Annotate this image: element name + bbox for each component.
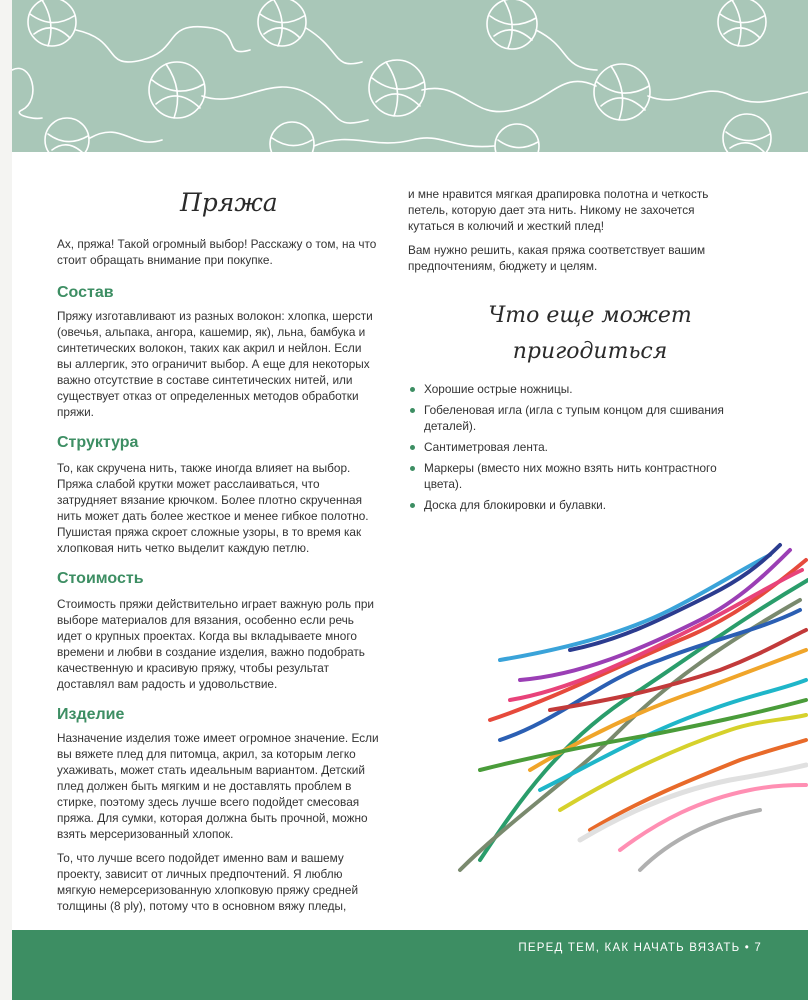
bullet-icon [410, 387, 415, 392]
bullet-icon [410, 503, 415, 508]
intro-text: Ах, пряжа! Такой огромный выбор! Расскажу о том, на что стоит обращать внимание при покупке. [57, 237, 377, 267]
extras-title-line-1: Что еще может [488, 303, 692, 328]
section-structure [57, 460, 379, 556]
intro-paragraph [57, 236, 379, 268]
page-footer-label: ПЕРЕД ТЕМ, КАК НАЧАТЬ ВЯЗАТЬ • 7 [518, 942, 762, 954]
page-title: Пряжа [180, 188, 278, 217]
section-heading-composition: Состав [57, 284, 114, 301]
footer-band [12, 930, 808, 1000]
bullet-icon [410, 408, 415, 413]
section-composition [57, 308, 379, 420]
yarn-ball-icon [594, 64, 650, 120]
list-item: Хорошие острые ножницы. [408, 381, 743, 397]
composition-text: Пряжу изготавливают из разных волокон: хлопка, шерсти (овечья, альпака, ангора, кашемир, як), льна, бамбука и синтетических волокон, таких как акрил и нейлон. Если вы аллергик, это ограничит выбор. А еще для некоторых важно отсутствие в составе синтетических нитей, или существует отказ от определенных методов обработки пряжи. [57, 309, 373, 419]
extras-title-line-2: пригодиться [512, 339, 668, 364]
list-item: Доска для блокировки и булавки. [408, 497, 743, 513]
continuation-text: и мне нравится мягкая драпировка полотна и четкость петель, которую дает эта нить. Никому не захочется кутаться в колючий и жесткий плед! [408, 187, 709, 233]
yarn-ball-icon [495, 124, 539, 152]
yarn-ball-icon [45, 118, 89, 152]
yarn-ball-icon [28, 0, 76, 46]
yarn-ball-icon [258, 0, 306, 46]
yarn-strands-photo [440, 540, 808, 880]
item-text-1: Назначение изделия тоже имеет огромное значение. Если вы вяжете плед для питомца, акрил, за которым легко ухаживать, может стать идеальным вариантом. Детский плед должен быть мягким и не доставлять проблем в стирке, поэтому здесь лучше всего подойдет смесовая пряжа. Для сумки, которая должна быть прочной, можно взять мерсеризованный хлопок. [57, 731, 379, 841]
extras-list [408, 381, 743, 518]
list-item: Маркеры (вместо них можно взять нить контрастного цвета). [408, 460, 743, 492]
section-cost [57, 596, 379, 692]
yarn-ball-icon [149, 62, 205, 118]
section-heading-cost: Стоимость [57, 570, 144, 587]
section-heading-item: Изделие [57, 706, 125, 723]
extras-title [470, 298, 710, 370]
header-pattern-band [12, 0, 808, 152]
yarn-balls-pattern [12, 0, 808, 152]
yarn-ball-icon [270, 122, 314, 152]
list-item: Сантиметровая лента. [408, 439, 743, 455]
bullet-icon [410, 445, 415, 450]
yarn-ball-icon [723, 114, 771, 152]
cost-text: Стоимость пряжи действительно играет важную роль при выборе материалов для вязания, особенно если речь идет о крупных проектах. Когда вы вкладываете много времени и любви в создание изделия, важно подобрать качественную и красивую пряжу, чтобы результат доставлял вам радость и удовольствие. [57, 597, 375, 691]
item-text-2: То, что лучше всего подойдет именно вам и вашему проекту, зависит от личных предпочтений. Я люблю мягкую немерсеризованную хлопковую пряжу средней толщины (8 ply), потому что в основном вяжу пледы, [57, 851, 359, 913]
decision-text: Вам нужно решить, какая пряжа соответствует вашим предпочтениям, бюджету и целям. [408, 243, 706, 273]
bullet-icon [410, 466, 415, 471]
right-column-text [408, 186, 743, 274]
yarn-ball-icon [718, 0, 766, 46]
section-heading-structure: Структура [57, 434, 139, 451]
list-item: Гобеленовая игла (игла с тупым концом для сшивания деталей). [408, 402, 743, 434]
structure-text: То, как скручена нить, также иногда влияет на выбор. Пряжа слабой крутки может расслаиваться, что затрудняет вязание крючком. Более плотно скрученная нить может дать более жесткое и менее гибкое полотно. Пушистая пряжа скроет сложные узоры, в то время как хлопковая нить четко выделит каждую петлю. [57, 461, 369, 555]
yarn-ball-icon [487, 0, 537, 49]
section-item [57, 730, 379, 914]
yarn-ball-icon [369, 60, 425, 116]
